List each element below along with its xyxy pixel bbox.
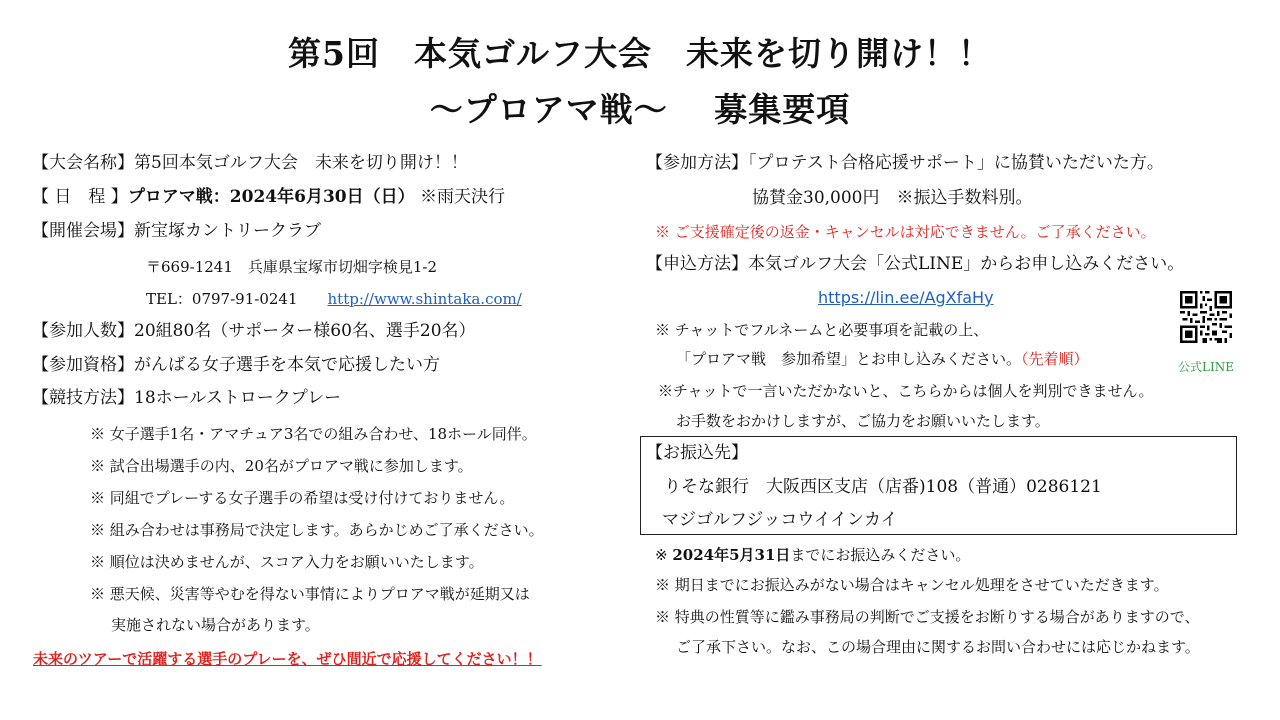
- participants-value: 20組80名（サポーター様60名、選手20名）: [134, 321, 476, 341]
- join-method-label: 【参加方法】: [646, 153, 748, 173]
- venue-address: 〒669-1241 兵庫県宝塚市切畑字検見1-2: [146, 258, 438, 276]
- rule-note: ※ 組み合わせは事務局で決定します。あらかじめご了承ください。: [90, 521, 544, 539]
- rule-note: ※ 順位は決めませんが、スコア入力をお願いいたします。: [90, 553, 484, 571]
- chat-note: ※チャットで一言いただかないと、こちらからは個人を判別できません。: [658, 382, 1154, 400]
- chat-note: お手数をおかけしますが、ご協力をお願いいたします。: [676, 412, 1050, 430]
- page-title: 第5回 本気ゴルフ大会 未来を切り開け！！: [288, 34, 992, 73]
- chat-note: ※ チャットでフルネームと必要事項を記載の上、: [655, 321, 989, 339]
- venue-label: 【開催会場】: [32, 221, 134, 241]
- qualification-row: [32, 354, 440, 376]
- refund-note: ※ ご支援確定後の返金・キャンセルは対応できません。ご了承ください。: [655, 223, 1156, 241]
- line-url-link[interactable]: https://lin.ee/AgXfaHy: [818, 288, 994, 307]
- venue-contact: [146, 288, 522, 310]
- schedule-note: ※雨天決行: [420, 187, 506, 207]
- qr-label: 公式LINE: [1178, 360, 1234, 374]
- competition-value: 18ホールストロークプレー: [134, 388, 342, 408]
- event-name-value: 第5回本気ゴルフ大会 未来を切り開け！！: [134, 153, 468, 173]
- venue-url-link[interactable]: http://www.shintaka.com/: [327, 290, 522, 308]
- qr-code-icon[interactable]: [1180, 291, 1232, 343]
- event-name-label: 【大会名称】: [32, 153, 134, 173]
- join-method-row: [646, 152, 1164, 174]
- deadline-note: [655, 544, 970, 566]
- apply-method-label: 【申込方法】: [646, 254, 748, 274]
- sponsorship-fee: 協賛金30,000円 ※振込手数料別。: [752, 188, 1033, 208]
- slogan: 未来のツアーで活躍する選手のプレーを、ぜひ間近で応援してください！！: [33, 650, 542, 668]
- venue-value: 新宝塚カントリークラブ: [134, 221, 321, 241]
- deadline-text: までにお振込みください。: [790, 546, 971, 564]
- schedule-row: [32, 186, 505, 208]
- rule-note: ※ 悪天候、災害等やむを得ない事情によりプロアマ戦が延期又は: [90, 585, 530, 603]
- venue-tel: TEL：0797-91-0241: [146, 290, 298, 308]
- bank-account-name: マジゴルフジッコウイインカイ: [662, 510, 898, 530]
- competition-row: [32, 387, 341, 409]
- event-name-row: [32, 152, 468, 174]
- qualification-value: がんばる女子選手を本気で応援したい方: [134, 355, 440, 375]
- refuse-note: ご了承下さい。なお、この場合理由に関するお問い合わせには応じかねます。: [676, 638, 1200, 656]
- cancel-note: ※ 期日までにお振込みがない場合はキャンセル処理をさせていただきます。: [655, 576, 1169, 594]
- deadline-mark: ※: [655, 546, 673, 564]
- chat-note-text: 「プロアマ戦 参加希望」とお申し込みください。: [676, 350, 1022, 368]
- join-method-value: 「プロテスト合格応援サポート」に協賛いただいた方。: [748, 153, 1164, 173]
- apply-method-value: 本気ゴルフ大会「公式LINE」からお申し込みください。: [748, 254, 1185, 274]
- competition-label: 【競技方法】: [32, 388, 134, 408]
- deadline-date: 2024年5月31日: [672, 546, 791, 564]
- participants-label: 【参加人数】: [32, 321, 134, 341]
- rule-note: 実施されない場合があります。: [111, 616, 320, 634]
- bank-account: りそな銀行 大阪西区支店（店番)108（普通）0286121: [664, 477, 1102, 497]
- refuse-note: ※ 特典の性質等に鑑み事務局の判断でご支援をお断りする場合がありますので、: [655, 608, 1200, 626]
- page-subtitle: ～プロアマ戦～ 募集要項: [429, 90, 851, 129]
- venue-row: [32, 220, 321, 242]
- schedule-value: プロアマ戦：2024年6月30日（日）: [127, 187, 415, 207]
- schedule-label: 【 日 程 】: [32, 187, 128, 207]
- apply-method-row: [646, 253, 1184, 275]
- qualification-label: 【参加資格】: [32, 355, 134, 375]
- rule-note: ※ 女子選手1名・アマチュア3名での組み合わせ、18ホール同伴。: [90, 425, 537, 443]
- bank-header: 【お振込先】: [646, 443, 748, 463]
- chat-note: [676, 348, 1089, 370]
- rule-note: ※ 同組でプレーする女子選手の希望は受け付けておりません。: [90, 489, 515, 507]
- rule-note: ※ 試合出場選手の内、20名がプロアマ戦に参加します。: [90, 457, 473, 475]
- first-come-note: （先着順）: [1021, 350, 1089, 368]
- participants-row: [32, 320, 476, 342]
